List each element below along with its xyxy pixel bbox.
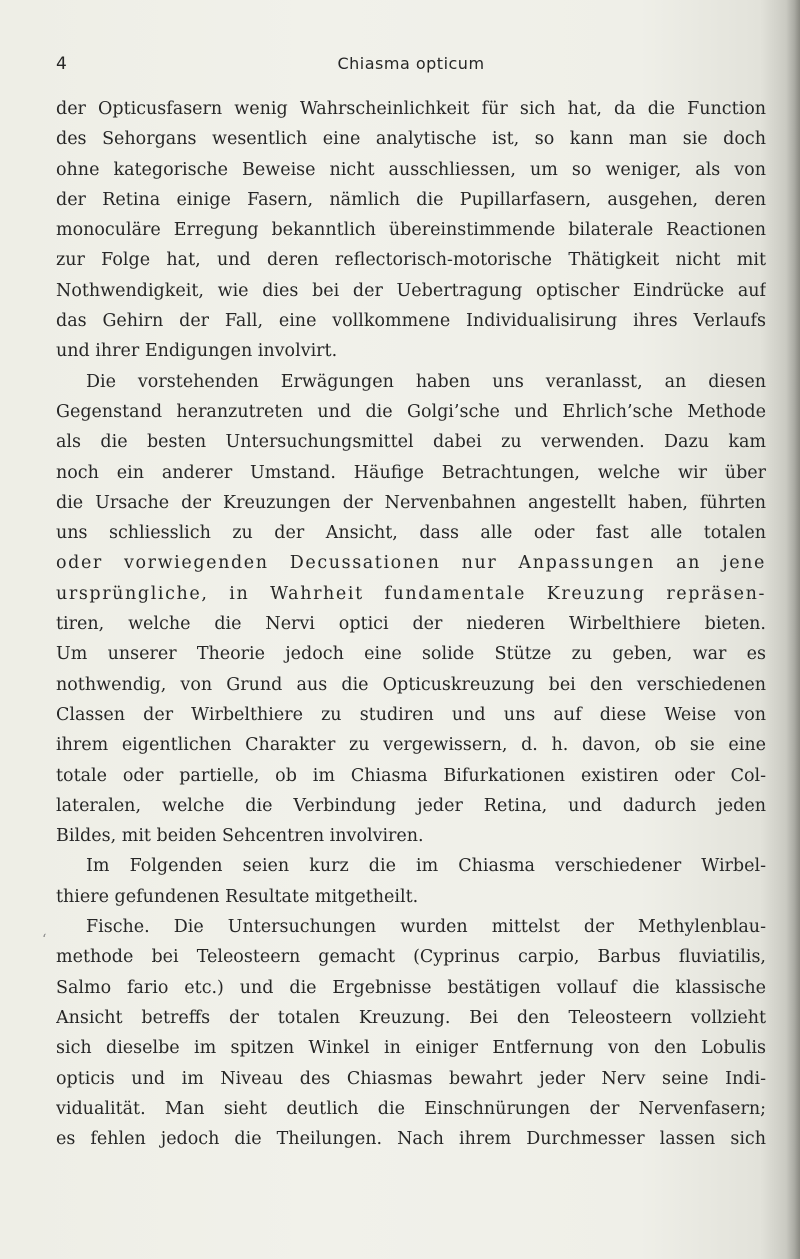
text-line: Classen der Wirbelthiere zu studiren und uns auf diese Weise von: [56, 704, 766, 725]
text-line: Um unserer Theorie jedoch eine solide Stütze zu geben, war es: [56, 644, 766, 665]
text-line: ursprüngliche, in Wahrheit fundamentale Kreuzung repräsen-: [56, 583, 766, 604]
text-line: es fehlen jedoch die Theilungen. Nach ihrem Durchmesser lassen sich: [56, 1129, 766, 1150]
text-line: sich dieselbe im spitzen Winkel in einiger Entfernung von den Lobulis: [56, 1038, 766, 1059]
margin-tick-mark: ‘: [42, 932, 47, 948]
text-line: die Ursache der Kreuzungen der Nervenbahnen angestellt haben, führten: [56, 492, 766, 513]
text-line: zur Folge hat, und deren reflectorisch-motorische Thätigkeit nicht mit: [56, 250, 766, 271]
body-text: [56, 94, 766, 1154]
text-line: lateralen, welche die Verbindung jeder Retina, und dadurch jeden: [56, 795, 766, 816]
text-line: totale oder partielle, ob im Chiasma Bifurkationen existiren oder Col-: [56, 765, 766, 786]
text-line: Die vorstehenden Erwägungen haben uns veranlasst, an diesen: [86, 371, 766, 392]
text-line: methode bei Teleosteern gemacht (Cyprinus carpio, Barbus fluviatilis,: [56, 947, 766, 968]
text-line: noch ein anderer Umstand. Häufige Betrachtungen, welche wir über: [56, 462, 766, 483]
text-line: oder vorwiegenden Decussationen nur Anpassungen an jene: [56, 553, 766, 574]
text-line: monoculäre Erregung bekanntlich übereinstimmende bilaterale Reactionen: [56, 220, 766, 241]
text-line: der Retina einige Fasern, nämlich die Pupillarfasern, ausgehen, deren: [56, 189, 766, 210]
page-number: 4: [56, 54, 67, 74]
page-edge-shadow: [786, 0, 800, 1259]
text-line: ohne kategorische Beweise nicht ausschliessen, um so weniger, als von: [56, 159, 766, 180]
text-line: Fische. Die Untersuchungen wurden mittelst der Methylenblau-: [86, 917, 766, 938]
text-line: das Gehirn der Fall, eine vollkommene Individualisirung ihres Verlaufs: [56, 311, 766, 332]
text-line: opticis und im Niveau des Chiasmas bewahrt jeder Nerv seine Indi-: [56, 1068, 766, 1089]
page-header: [56, 54, 766, 80]
text-line: Salmo fario etc.) und die Ergebnisse bestätigen vollauf die klassische: [56, 977, 766, 998]
text-line: Nothwendigkeit, wie dies bei der Uebertragung optischer Eindrücke auf: [56, 280, 766, 301]
text-line: der Opticusfasern wenig Wahrscheinlichkeit für sich hat, da die Function: [56, 99, 766, 119]
text-line: Ansicht betreffs der totalen Kreuzung. Bei den Teleosteern vollzieht: [56, 1007, 766, 1028]
text-line: tiren, welche die Nervi optici der niederen Wirbelthiere bieten.: [56, 614, 766, 635]
text-line: als die besten Untersuchungsmittel dabei zu verwenden. Dazu kam: [56, 432, 766, 453]
text-line: ihrem eigentlichen Charakter zu vergewissern, d. h. davon, ob sie eine: [56, 735, 766, 756]
text-line: Bildes, mit beiden Sehcentren involviren.: [56, 826, 424, 847]
text-line: vidualität. Man sieht deutlich die Einschnürungen der Nervenfasern;: [56, 1098, 766, 1119]
text-line: des Sehorgans wesentlich eine analytische ist, so kann man sie doch: [56, 129, 766, 150]
text-line: thiere gefundenen Resultate mitgetheilt.: [56, 886, 419, 907]
text-line: nothwendig, von Grund aus die Opticuskreuzung bei den verschiedenen: [56, 674, 766, 695]
text-line: Im Folgenden seien kurz die im Chiasma verschiedener Wirbel-: [86, 856, 766, 877]
text-line: uns schliesslich zu der Ansicht, dass alle oder fast alle totalen: [56, 523, 766, 544]
text-line: Gegenstand heranzutreten und die Golgi’sche und Ehrlich’sche Methode: [56, 401, 766, 422]
text-line: und ihrer Endigungen involvirt.: [56, 341, 338, 362]
running-title: Chiasma opticum: [337, 54, 485, 73]
